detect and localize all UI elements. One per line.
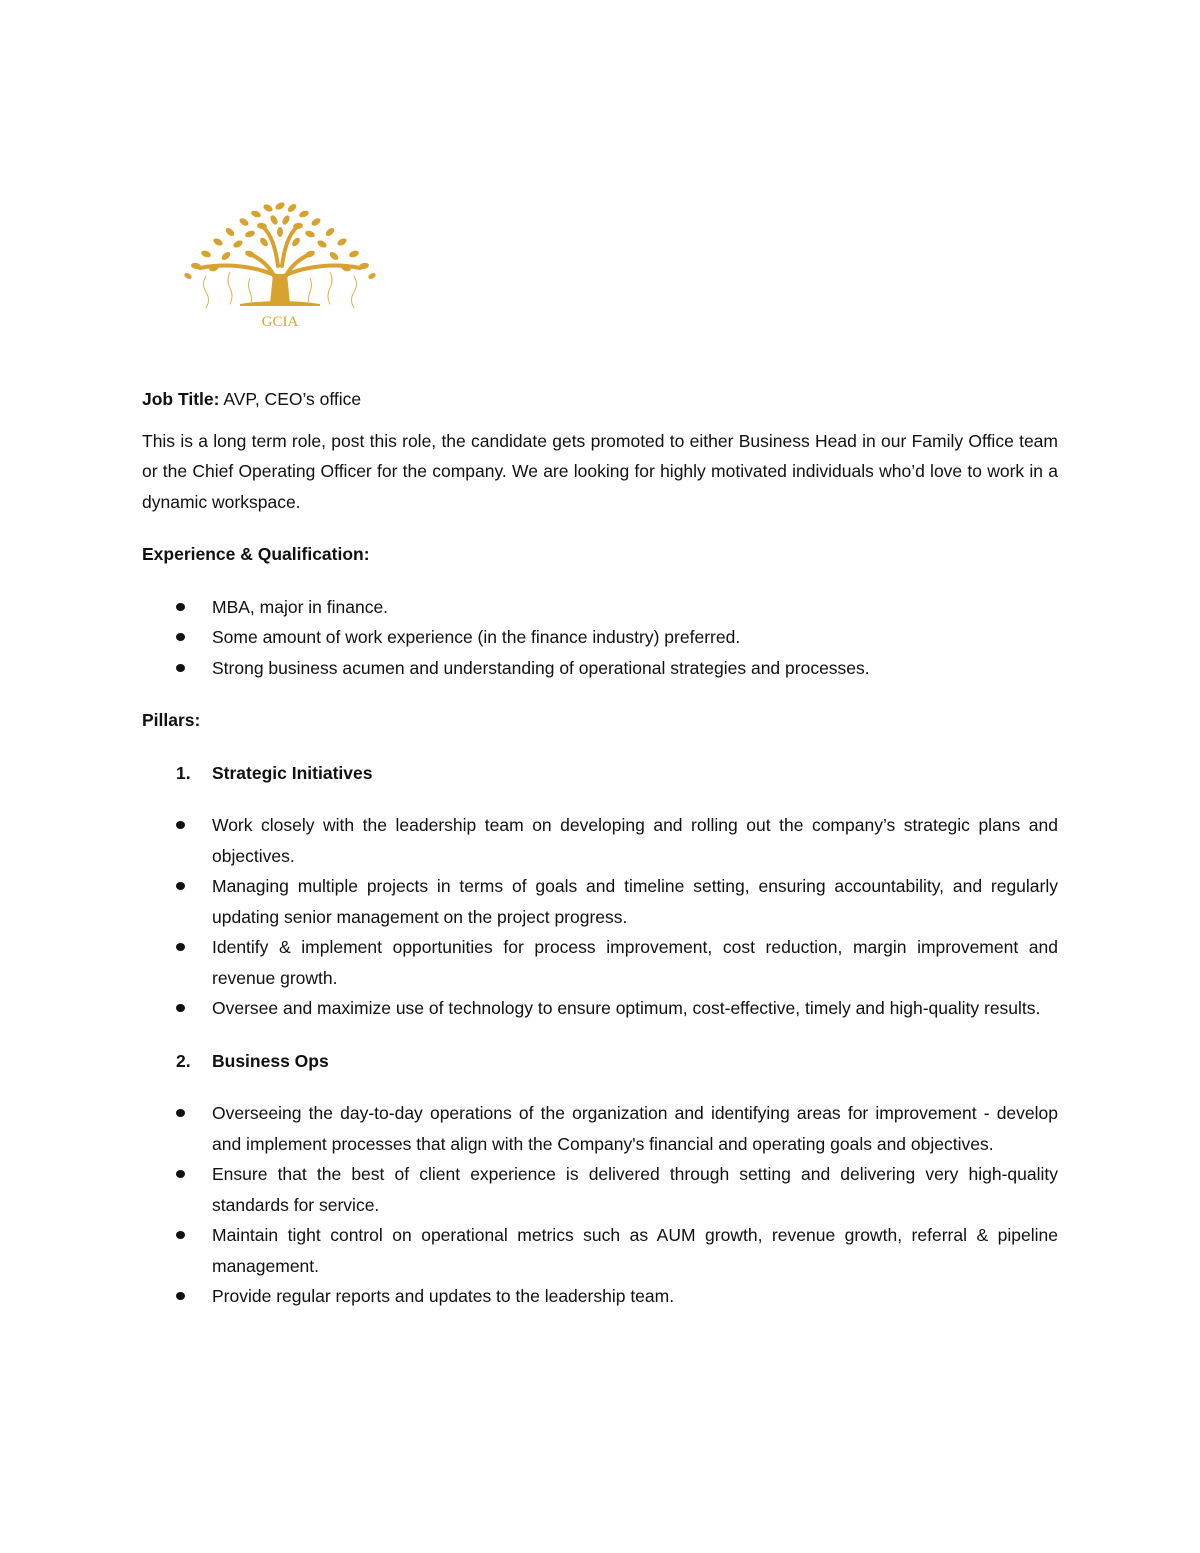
pillar-title: Business Ops — [212, 1050, 329, 1071]
bullet-icon — [176, 1231, 185, 1239]
bullet-icon — [176, 1170, 185, 1178]
pillar-number: 1. — [176, 762, 191, 783]
pillars-heading: Pillars: — [142, 710, 201, 730]
pillar-title: Strategic Initiatives — [212, 762, 373, 783]
list-item: Managing multiple projects in terms of goals and timeline setting, ensuring accountability, and regularly updating senior management on the project progress. — [142, 871, 1058, 932]
tree-trunk-icon — [270, 274, 290, 304]
bullet-icon — [176, 1109, 185, 1117]
list-item: Provide regular reports and updates to the leadership team. — [142, 1281, 1058, 1312]
list-item: Oversee and maximize use of technology to ensure optimum, cost-effective, timely and high-quality results. — [142, 993, 1058, 1024]
experience-heading: Experience & Qualification: — [142, 544, 370, 564]
job-title-label: Job Title: — [142, 389, 220, 409]
tree-canopy-icon — [183, 201, 376, 280]
pillar-heading-strategic-initiatives — [142, 758, 1058, 789]
list-item: Some amount of work experience (in the finance industry) preferred. — [142, 622, 1058, 653]
intro-paragraph: This is a long term role, post this role, the candidate gets promoted to either Business Head in our Family Office team or the Chief Operating Officer for the company. We are looking for highly motivated individuals who’d love to work in a dynamic workspace. — [142, 430, 1058, 512]
bullet-icon — [176, 664, 185, 672]
strategic-initiatives-list — [142, 810, 1058, 1024]
job-title-value: AVP, CEO’s office — [219, 389, 362, 409]
pillar-number: 2. — [176, 1050, 191, 1071]
bullet-icon — [176, 1004, 185, 1012]
list-item: Maintain tight control on operational metrics such as AUM growth, revenue growth, referral & pipeline management. — [142, 1220, 1058, 1281]
tree-ground-icon — [240, 301, 320, 306]
gcia-tree-logo — [180, 192, 385, 334]
bullet-icon — [176, 882, 185, 890]
business-ops-list — [142, 1098, 1058, 1312]
experience-list — [142, 592, 1058, 684]
bullet-icon — [176, 633, 185, 641]
list-item: Work closely with the leadership team on developing and rolling out the company’s strategic plans and objectives. — [142, 810, 1058, 871]
job-title-line — [142, 384, 1058, 415]
list-item: Ensure that the best of client experience is delivered through setting and delivering very high-quality standards for service. — [142, 1159, 1058, 1220]
bullet-icon — [176, 603, 185, 611]
pillar-heading-business-ops — [142, 1046, 1058, 1077]
list-item: Strong business acumen and understanding of operational strategies and processes. — [142, 653, 1058, 684]
list-item: Identify & implement opportunities for process improvement, cost reduction, margin improvement and revenue growth. — [142, 932, 1058, 993]
bullet-icon — [176, 821, 185, 829]
job-description — [142, 384, 1058, 1312]
bullet-icon — [176, 1292, 185, 1300]
logo-wordmark: GCIA — [261, 314, 299, 330]
list-item: MBA, major in finance. — [142, 592, 1058, 623]
list-item: Overseeing the day-to-day operations of the organization and identifying areas for improvement - develop and implement processes that align with the Company's financial and operating goals and objectives. — [142, 1098, 1058, 1159]
bullet-icon — [176, 943, 185, 951]
